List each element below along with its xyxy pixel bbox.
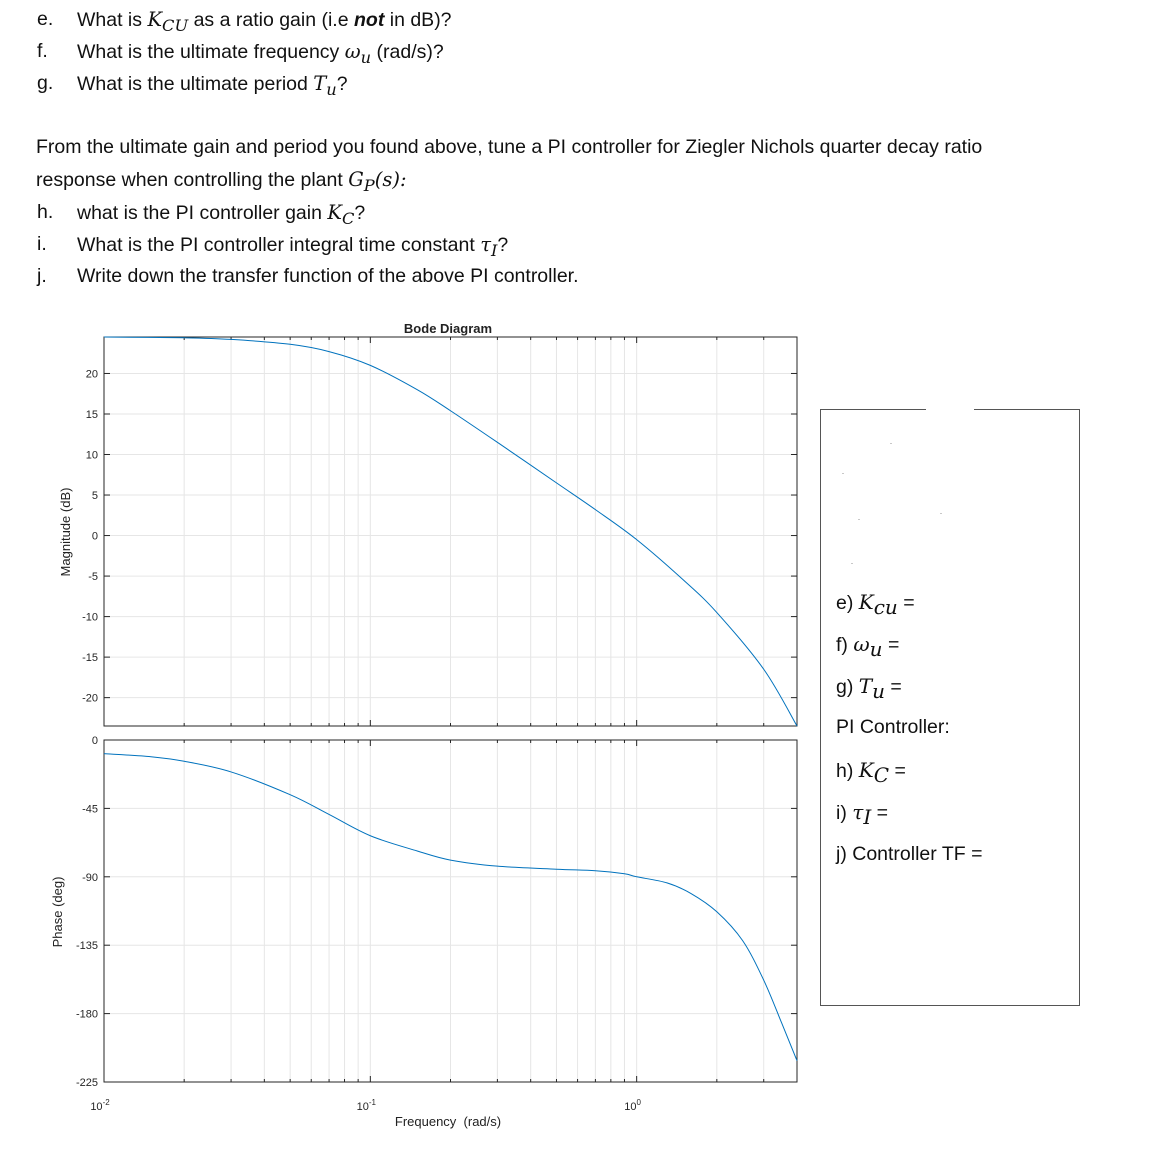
phase-tick-label: -135 [75,940,98,953]
question-label: i. [37,233,47,255]
magnitude-tick-label: -15 [82,652,98,665]
answer-g: g) $T_u$ = [836,674,902,703]
bode-diagram [0,300,820,1158]
question-label: g. [37,72,54,94]
intro-paragraph-line1: From the ultimate gain and period you found above, tune a PI controller for Ziegler Nichols quarter decay ratio [36,136,983,158]
question-label: e. [37,8,54,30]
question-label: f. [37,40,48,62]
answer-j: j) Controller TF = [836,843,983,865]
answer-e: e) $K_{cu}$ = [836,590,915,619]
magnitude-tick-label: 5 [91,490,98,503]
magnitude-tick-label: -10 [82,611,98,624]
magnitude-tick-label: 10 [85,449,98,462]
question-label: j. [37,265,47,287]
pi-controller-heading: PI Controller: [836,716,950,738]
x-axis-label: Frequency (rad/s) [394,1114,502,1129]
magnitude-tick-label: 20 [85,368,98,381]
magnitude-tick-label: 15 [85,408,98,421]
answer-h: h) $K_C$ = [836,758,906,787]
phase-tick-label: -180 [75,1008,98,1021]
phase-tick-label: -45 [82,803,98,816]
phase-tick-label: 0 [91,735,98,747]
magnitude-tick-label: -20 [82,692,98,705]
phase-tick-label: -90 [82,871,98,884]
answer-box [820,409,1080,1006]
phase-ylabel: Phase (deg) [50,876,65,948]
x-tick-label: $10^{-2}$ [90,1098,110,1113]
magnitude-tick-labels [82,368,797,704]
phase-tick-label: -225 [75,1077,98,1089]
magnitude-tick-label: -5 [88,571,98,584]
answer-f: f) $\omega_u$ = [836,632,900,661]
magnitude-grid [104,337,797,726]
x-tick-label: $10^{-1}$ [356,1098,377,1113]
x-tick-label: $10^0$ [624,1098,642,1113]
magnitude-tick-label: 0 [91,530,98,543]
chart-title: Bode Diagram [403,321,493,336]
question-label: h. [37,201,54,223]
magnitude-ylabel: Magnitude (dB) [58,487,73,577]
x-tick-labels [90,337,797,1113]
phase-grid [104,740,797,1082]
answer-i: i) $\tau_I$ = [836,800,889,829]
intro-paragraph-line2: response when controlling the plant $G_P(s)$: [36,168,407,195]
